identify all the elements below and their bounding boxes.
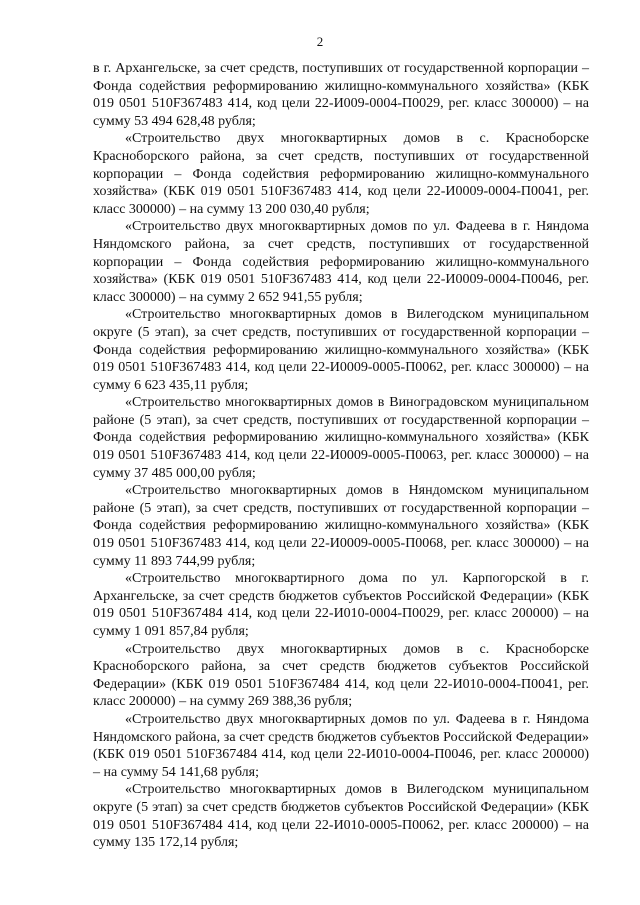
document-body	[93, 60, 589, 852]
paragraph: «Строительство многоквартирных домов в Вилегодском муниципальном округе (5 этап) за счет средств бюджетов субъектов Российской Федерации» (КБК 019 0501 510F367484 414, код цели 22-И010-0005-П0062, рег. класс 200000) – на сумму 135 172,14 рубля;	[93, 782, 589, 851]
paragraph: «Строительство двух многоквартирных домов по ул. Фадеева в г. Няндома Няндомского района, за счет средств бюджетов субъектов Российской Федерации» (КБК 019 0501 510F367484 414, код цели 22-И010-0004-П0046, рег. класс 200000) – на сумму 54 141,68 рубля;	[93, 711, 589, 780]
paragraph: «Строительство многоквартирного дома по ул. Карпогорской в г. Архангельске, за счет средств бюджетов субъектов Российской Федерации» (КБК 019 0501 510F367484 414, код цели 22-И010-0004-П0029, рег. класс 200000) – на сумму 1 091 857,84 рубля;	[93, 571, 589, 639]
paragraph: «Строительство двух многоквартирных домов по ул. Фадеева в г. Няндома Няндомского района, за счет средств, поступивших от государственной корпорации – Фонда содействия реформированию жилищно-коммунального хозяйства» (КБК 019 0501 510F367483 414, код цели 22-И0009-0004-П0046, рег. класс 300000) – на сумму 2 652 941,55 рубля;	[93, 219, 589, 305]
paragraph: «Строительство многоквартирных домов в Няндомском муниципальном районе (5 этап), за счет средств, поступивших от государственной корпорации – Фонда содействия реформированию жилищно-коммунального хозяйства» (КБК 019 0501 510F367483 414, код цели 22-И0009-0005-П0068, рег. класс 300000) – на сумму 11 893 744,99 рубля;	[93, 483, 589, 569]
paragraph: «Строительство многоквартирных домов в Вилегодском муниципальном округе (5 этап), за счет средств, поступивших от государственной корпорации – Фонда содействия реформированию жилищно-коммунального хозяйства» (КБК 019 0501 510F367483 414, код цели 22-И0009-0005-П0062, рег. класс 300000) – на сумму 6 623 435,11 рубля;	[93, 307, 589, 393]
paragraph: в г. Архангельске, за счет средств, поступивших от государственной корпорации – Фонда содействия реформированию жилищно-коммунального хозяйства» (КБК 019 0501 510F367483 414, код цели 22-И009-0004-П0029, рег. класс 300000) – на сумму 53 494 628,48 рубля;	[93, 61, 589, 129]
page-number: 2	[316, 34, 324, 49]
paragraph: «Строительство двух многоквартирных домов в с. Красноборске Красноборского района, за счет средств, поступивших от государственной корпорации – Фонда содействия реформированию жилищно-коммунального хозяйства» (КБК 019 0501 510F367483 414, код цели 22-И0009-0004-П0041, рег. класс 300000) – на сумму 13 200 030,40 рубля;	[93, 131, 589, 217]
paragraph: «Строительство двух многоквартирных домов в с. Красноборске Красноборского района, за счет средств бюджетов субъектов Российской Федерации» (КБК 019 0501 510F367484 414, код цели 22-И010-0004-П0041, рег. класс 200000) – на сумму 269 388,36 рубля;	[93, 641, 589, 710]
paragraph: «Строительство многоквартирных домов в Виноградовском муниципальном районе (5 этап), за счет средств, поступивших от государственной корпорации – Фонда содействия реформированию жилищно-коммунального хозяйства» (КБК 019 0501 510F367483 414, код цели 22-И0009-0005-П0063, рег. класс 300000) – на сумму 37 485 000,00 рубля;	[93, 395, 589, 481]
